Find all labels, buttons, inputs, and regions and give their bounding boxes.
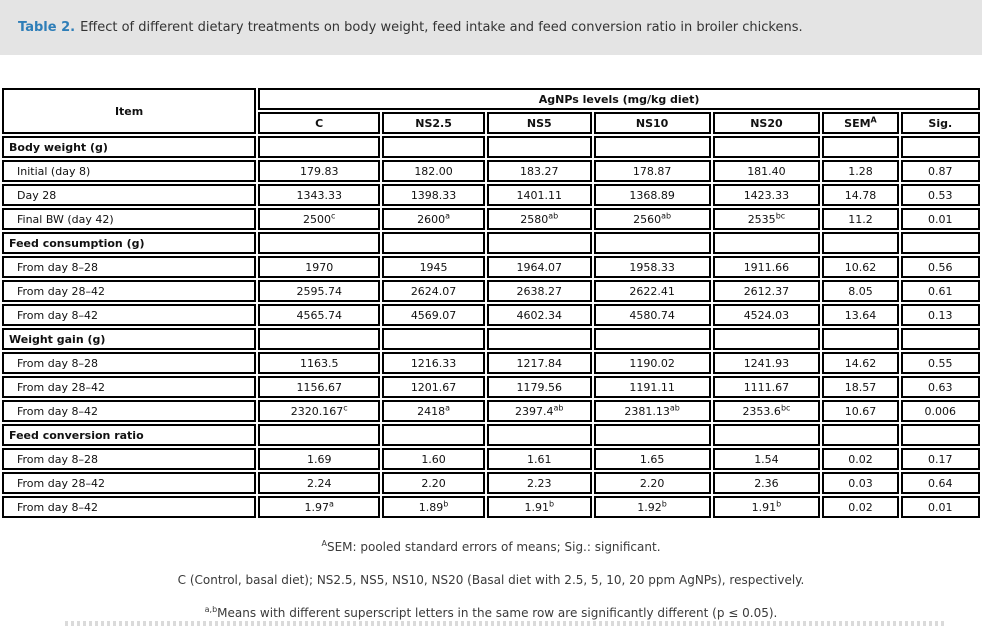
value-cell: 1343.33 bbox=[258, 184, 380, 206]
value-cell: 4524.03 bbox=[713, 304, 821, 326]
value-cell: 181.40 bbox=[713, 160, 821, 182]
value-cell: 18.57 bbox=[822, 376, 898, 398]
empty-cell bbox=[258, 136, 380, 158]
value-cell: 2622.41 bbox=[594, 280, 711, 302]
value-cell: 1.92$^b$ bbox=[594, 496, 711, 518]
value-cell: 0.63 bbox=[901, 376, 980, 398]
value-cell: 0.56 bbox=[901, 256, 980, 278]
value-cell: 2638.27 bbox=[487, 280, 592, 302]
empty-cell bbox=[382, 232, 485, 254]
row-label: From day 8–42 bbox=[2, 400, 256, 422]
table-caption-text: Effect of different dietary treatments on body weight, feed intake and feed conversion ratio in broiler chickens. bbox=[80, 20, 803, 35]
value-cell: $2580^{ab}$ bbox=[487, 208, 592, 230]
value-cell: 1163.5 bbox=[258, 352, 380, 374]
value-cell: 2.36 bbox=[713, 472, 821, 494]
value-cell: 0.53 bbox=[901, 184, 980, 206]
data-row bbox=[2, 472, 980, 494]
value-cell: 1.61 bbox=[487, 448, 592, 470]
col-header-ns2-5: NS2.5 bbox=[382, 112, 485, 134]
empty-cell bbox=[901, 328, 980, 350]
row-label: From day 28–42 bbox=[2, 376, 256, 398]
footnote-sem-superscript: A bbox=[321, 539, 327, 548]
data-row bbox=[2, 256, 980, 278]
section-row bbox=[2, 328, 980, 350]
value-cell: 11.2 bbox=[822, 208, 898, 230]
value-superscript: ab bbox=[553, 402, 564, 412]
section-row bbox=[2, 136, 980, 158]
col-header-c: C bbox=[258, 112, 380, 134]
sem-superscript: A bbox=[870, 114, 877, 124]
value-cell: 0.006 bbox=[901, 400, 980, 422]
section-row bbox=[2, 232, 980, 254]
table-body bbox=[2, 136, 980, 518]
empty-cell bbox=[382, 136, 485, 158]
value-cell: 1401.11 bbox=[487, 184, 592, 206]
value-superscript: c bbox=[343, 402, 348, 412]
value-cell: 1191.11 bbox=[594, 376, 711, 398]
value-cell: 0.02 bbox=[822, 448, 898, 470]
footnote-significance-text: Means with different superscript letters in the same row are significantly different (p ≤ 0.05). bbox=[217, 606, 778, 620]
row-label: From day 8–28 bbox=[2, 256, 256, 278]
value-cell: 0.01 bbox=[901, 496, 980, 518]
empty-cell bbox=[594, 136, 711, 158]
value-cell: 2418$^a$ bbox=[382, 400, 485, 422]
data-row bbox=[2, 352, 980, 374]
value-cell: 1.97$^a$ bbox=[258, 496, 380, 518]
empty-cell bbox=[594, 424, 711, 446]
value-cell: 1.89$^b$ bbox=[382, 496, 485, 518]
value-cell: 1970 bbox=[258, 256, 380, 278]
value-cell: 0.61 bbox=[901, 280, 980, 302]
data-row bbox=[2, 280, 980, 302]
col-header-sem bbox=[822, 112, 898, 134]
value-cell: 0.87 bbox=[901, 160, 980, 182]
value-cell: $2560^{ab}$ bbox=[594, 208, 711, 230]
value-cell: 1.91$^b$ bbox=[713, 496, 821, 518]
col-header-ns10: NS10 bbox=[594, 112, 711, 134]
empty-cell bbox=[713, 328, 821, 350]
empty-cell bbox=[713, 232, 821, 254]
section-label: Body weight (g) bbox=[2, 136, 256, 158]
value-cell: 0.01 bbox=[901, 208, 980, 230]
value-cell: 1216.33 bbox=[382, 352, 485, 374]
row-label: From day 28–42 bbox=[2, 280, 256, 302]
empty-cell bbox=[594, 232, 711, 254]
value-cell: 2624.07 bbox=[382, 280, 485, 302]
value-cell: 8.05 bbox=[822, 280, 898, 302]
value-cell: $2535^{bc}$ bbox=[713, 208, 821, 230]
value-cell: 10.62 bbox=[822, 256, 898, 278]
empty-cell bbox=[822, 136, 898, 158]
empty-cell bbox=[822, 424, 898, 446]
empty-cell bbox=[901, 136, 980, 158]
empty-cell bbox=[594, 328, 711, 350]
row-label: From day 28–42 bbox=[2, 472, 256, 494]
empty-cell bbox=[487, 328, 592, 350]
value-cell: 1958.33 bbox=[594, 256, 711, 278]
value-cell: 0.03 bbox=[822, 472, 898, 494]
value-cell: 10.67 bbox=[822, 400, 898, 422]
section-label: Feed consumption (g) bbox=[2, 232, 256, 254]
value-cell: 1179.56 bbox=[487, 376, 592, 398]
table-caption-label: Table 2. bbox=[18, 20, 76, 35]
row-label: Day 28 bbox=[2, 184, 256, 206]
row-label: Final BW (day 42) bbox=[2, 208, 256, 230]
value-cell: 1964.07 bbox=[487, 256, 592, 278]
value-cell: 0.13 bbox=[901, 304, 980, 326]
value-cell: 178.87 bbox=[594, 160, 711, 182]
value-cell: 1.54 bbox=[713, 448, 821, 470]
value-cell: 4569.07 bbox=[382, 304, 485, 326]
row-label: From day 8–42 bbox=[2, 304, 256, 326]
agnps-span-header: AgNPs levels (mg/kg diet) bbox=[258, 88, 980, 110]
value-cell: 2381.13$^{ab}$ bbox=[594, 400, 711, 422]
value-superscript: bc bbox=[780, 402, 791, 412]
value-superscript: b bbox=[443, 498, 449, 508]
value-superscript: ab bbox=[669, 402, 680, 412]
value-cell: 4580.74 bbox=[594, 304, 711, 326]
empty-cell bbox=[713, 424, 821, 446]
empty-cell bbox=[258, 424, 380, 446]
col-header-ns5: NS5 bbox=[487, 112, 592, 134]
empty-cell bbox=[822, 232, 898, 254]
value-cell: 1945 bbox=[382, 256, 485, 278]
value-superscript: bc bbox=[775, 210, 786, 220]
value-cell: 182.00 bbox=[382, 160, 485, 182]
value-cell: 1190.02 bbox=[594, 352, 711, 374]
value-cell: 183.27 bbox=[487, 160, 592, 182]
value-cell: 2.23 bbox=[487, 472, 592, 494]
footnote-significance-superscript: a,b bbox=[204, 605, 218, 614]
sem-label: SEM bbox=[844, 116, 871, 130]
value-cell: 1911.66 bbox=[713, 256, 821, 278]
value-superscript: b bbox=[776, 498, 782, 508]
data-row bbox=[2, 304, 980, 326]
row-label: Initial (day 8) bbox=[2, 160, 256, 182]
table-area bbox=[0, 86, 982, 620]
value-cell: 1111.67 bbox=[713, 376, 821, 398]
data-row bbox=[2, 496, 980, 518]
value-cell: 1.91$^b$ bbox=[487, 496, 592, 518]
value-cell: 2353.6$^{bc}$ bbox=[713, 400, 821, 422]
value-cell: 2.20 bbox=[382, 472, 485, 494]
col-header-sig: Sig. bbox=[901, 112, 980, 134]
value-cell: 2320.167$^c$ bbox=[258, 400, 380, 422]
value-cell: 14.62 bbox=[822, 352, 898, 374]
value-superscript: ab bbox=[548, 210, 559, 220]
value-cell: 1.60 bbox=[382, 448, 485, 470]
empty-cell bbox=[487, 424, 592, 446]
value-cell: 1.65 bbox=[594, 448, 711, 470]
value-cell: 0.64 bbox=[901, 472, 980, 494]
value-cell: 1368.89 bbox=[594, 184, 711, 206]
value-superscript: c bbox=[331, 210, 336, 220]
footnote-treatments bbox=[0, 573, 982, 587]
data-row bbox=[2, 400, 980, 422]
value-superscript: a bbox=[329, 498, 334, 508]
value-cell: 4602.34 bbox=[487, 304, 592, 326]
data-row bbox=[2, 160, 980, 182]
value-superscript: a bbox=[445, 402, 451, 412]
value-cell: 1217.84 bbox=[487, 352, 592, 374]
data-row bbox=[2, 376, 980, 398]
table-caption-bar bbox=[0, 0, 982, 55]
footnote-significance bbox=[0, 606, 982, 620]
value-cell: 0.02 bbox=[822, 496, 898, 518]
value-cell: 2500$^c$ bbox=[258, 208, 380, 230]
value-cell: 0.55 bbox=[901, 352, 980, 374]
value-cell: 2595.74 bbox=[258, 280, 380, 302]
value-cell: 2397.4$^{ab}$ bbox=[487, 400, 592, 422]
footnote-sem bbox=[0, 540, 982, 554]
value-cell: 1156.67 bbox=[258, 376, 380, 398]
value-cell: 179.83 bbox=[258, 160, 380, 182]
span-header-row bbox=[2, 88, 980, 110]
empty-cell bbox=[258, 232, 380, 254]
value-cell: 1241.93 bbox=[713, 352, 821, 374]
clipped-text-line bbox=[65, 621, 944, 626]
row-label: From day 8–28 bbox=[2, 448, 256, 470]
row-label: From day 8–28 bbox=[2, 352, 256, 374]
value-cell: 0.17 bbox=[901, 448, 980, 470]
row-label: From day 8–42 bbox=[2, 496, 256, 518]
empty-cell bbox=[382, 424, 485, 446]
empty-cell bbox=[382, 328, 485, 350]
value-cell: 1.28 bbox=[822, 160, 898, 182]
value-superscript: b bbox=[548, 498, 555, 508]
value-cell: 1.69 bbox=[258, 448, 380, 470]
footnote-sem-text: SEM: pooled standard errors of means; Sig.: significant. bbox=[326, 540, 661, 554]
value-superscript: a bbox=[445, 210, 451, 220]
value-cell: 1201.67 bbox=[382, 376, 485, 398]
empty-cell bbox=[487, 136, 592, 158]
value-cell: 1398.33 bbox=[382, 184, 485, 206]
results-table bbox=[0, 86, 982, 520]
data-row bbox=[2, 184, 980, 206]
value-cell: 13.64 bbox=[822, 304, 898, 326]
empty-cell bbox=[822, 328, 898, 350]
value-cell: 4565.74 bbox=[258, 304, 380, 326]
item-column-header: Item bbox=[2, 88, 256, 134]
empty-cell bbox=[901, 424, 980, 446]
empty-cell bbox=[901, 232, 980, 254]
footnotes bbox=[0, 540, 982, 620]
value-cell: 2.20 bbox=[594, 472, 711, 494]
value-cell: 2600$^a$ bbox=[382, 208, 485, 230]
section-label: Feed conversion ratio bbox=[2, 424, 256, 446]
value-superscript: ab bbox=[661, 210, 672, 220]
empty-cell bbox=[258, 328, 380, 350]
value-cell: 14.78 bbox=[822, 184, 898, 206]
data-row bbox=[2, 448, 980, 470]
col-header-ns20: NS20 bbox=[713, 112, 821, 134]
data-row bbox=[2, 208, 980, 230]
value-cell: 2612.37 bbox=[713, 280, 821, 302]
empty-cell bbox=[487, 232, 592, 254]
value-superscript: b bbox=[661, 498, 667, 508]
value-cell: 2.24 bbox=[258, 472, 380, 494]
section-row bbox=[2, 424, 980, 446]
section-label: Weight gain (g) bbox=[2, 328, 256, 350]
empty-cell bbox=[713, 136, 821, 158]
value-cell: 1423.33 bbox=[713, 184, 821, 206]
footnote-treatments-text: C (Control, basal diet); NS2.5, NS5, NS10, NS20 (Basal diet with 2.5, 5, 10, 20 ppm AgNPs), respectively. bbox=[177, 573, 805, 587]
